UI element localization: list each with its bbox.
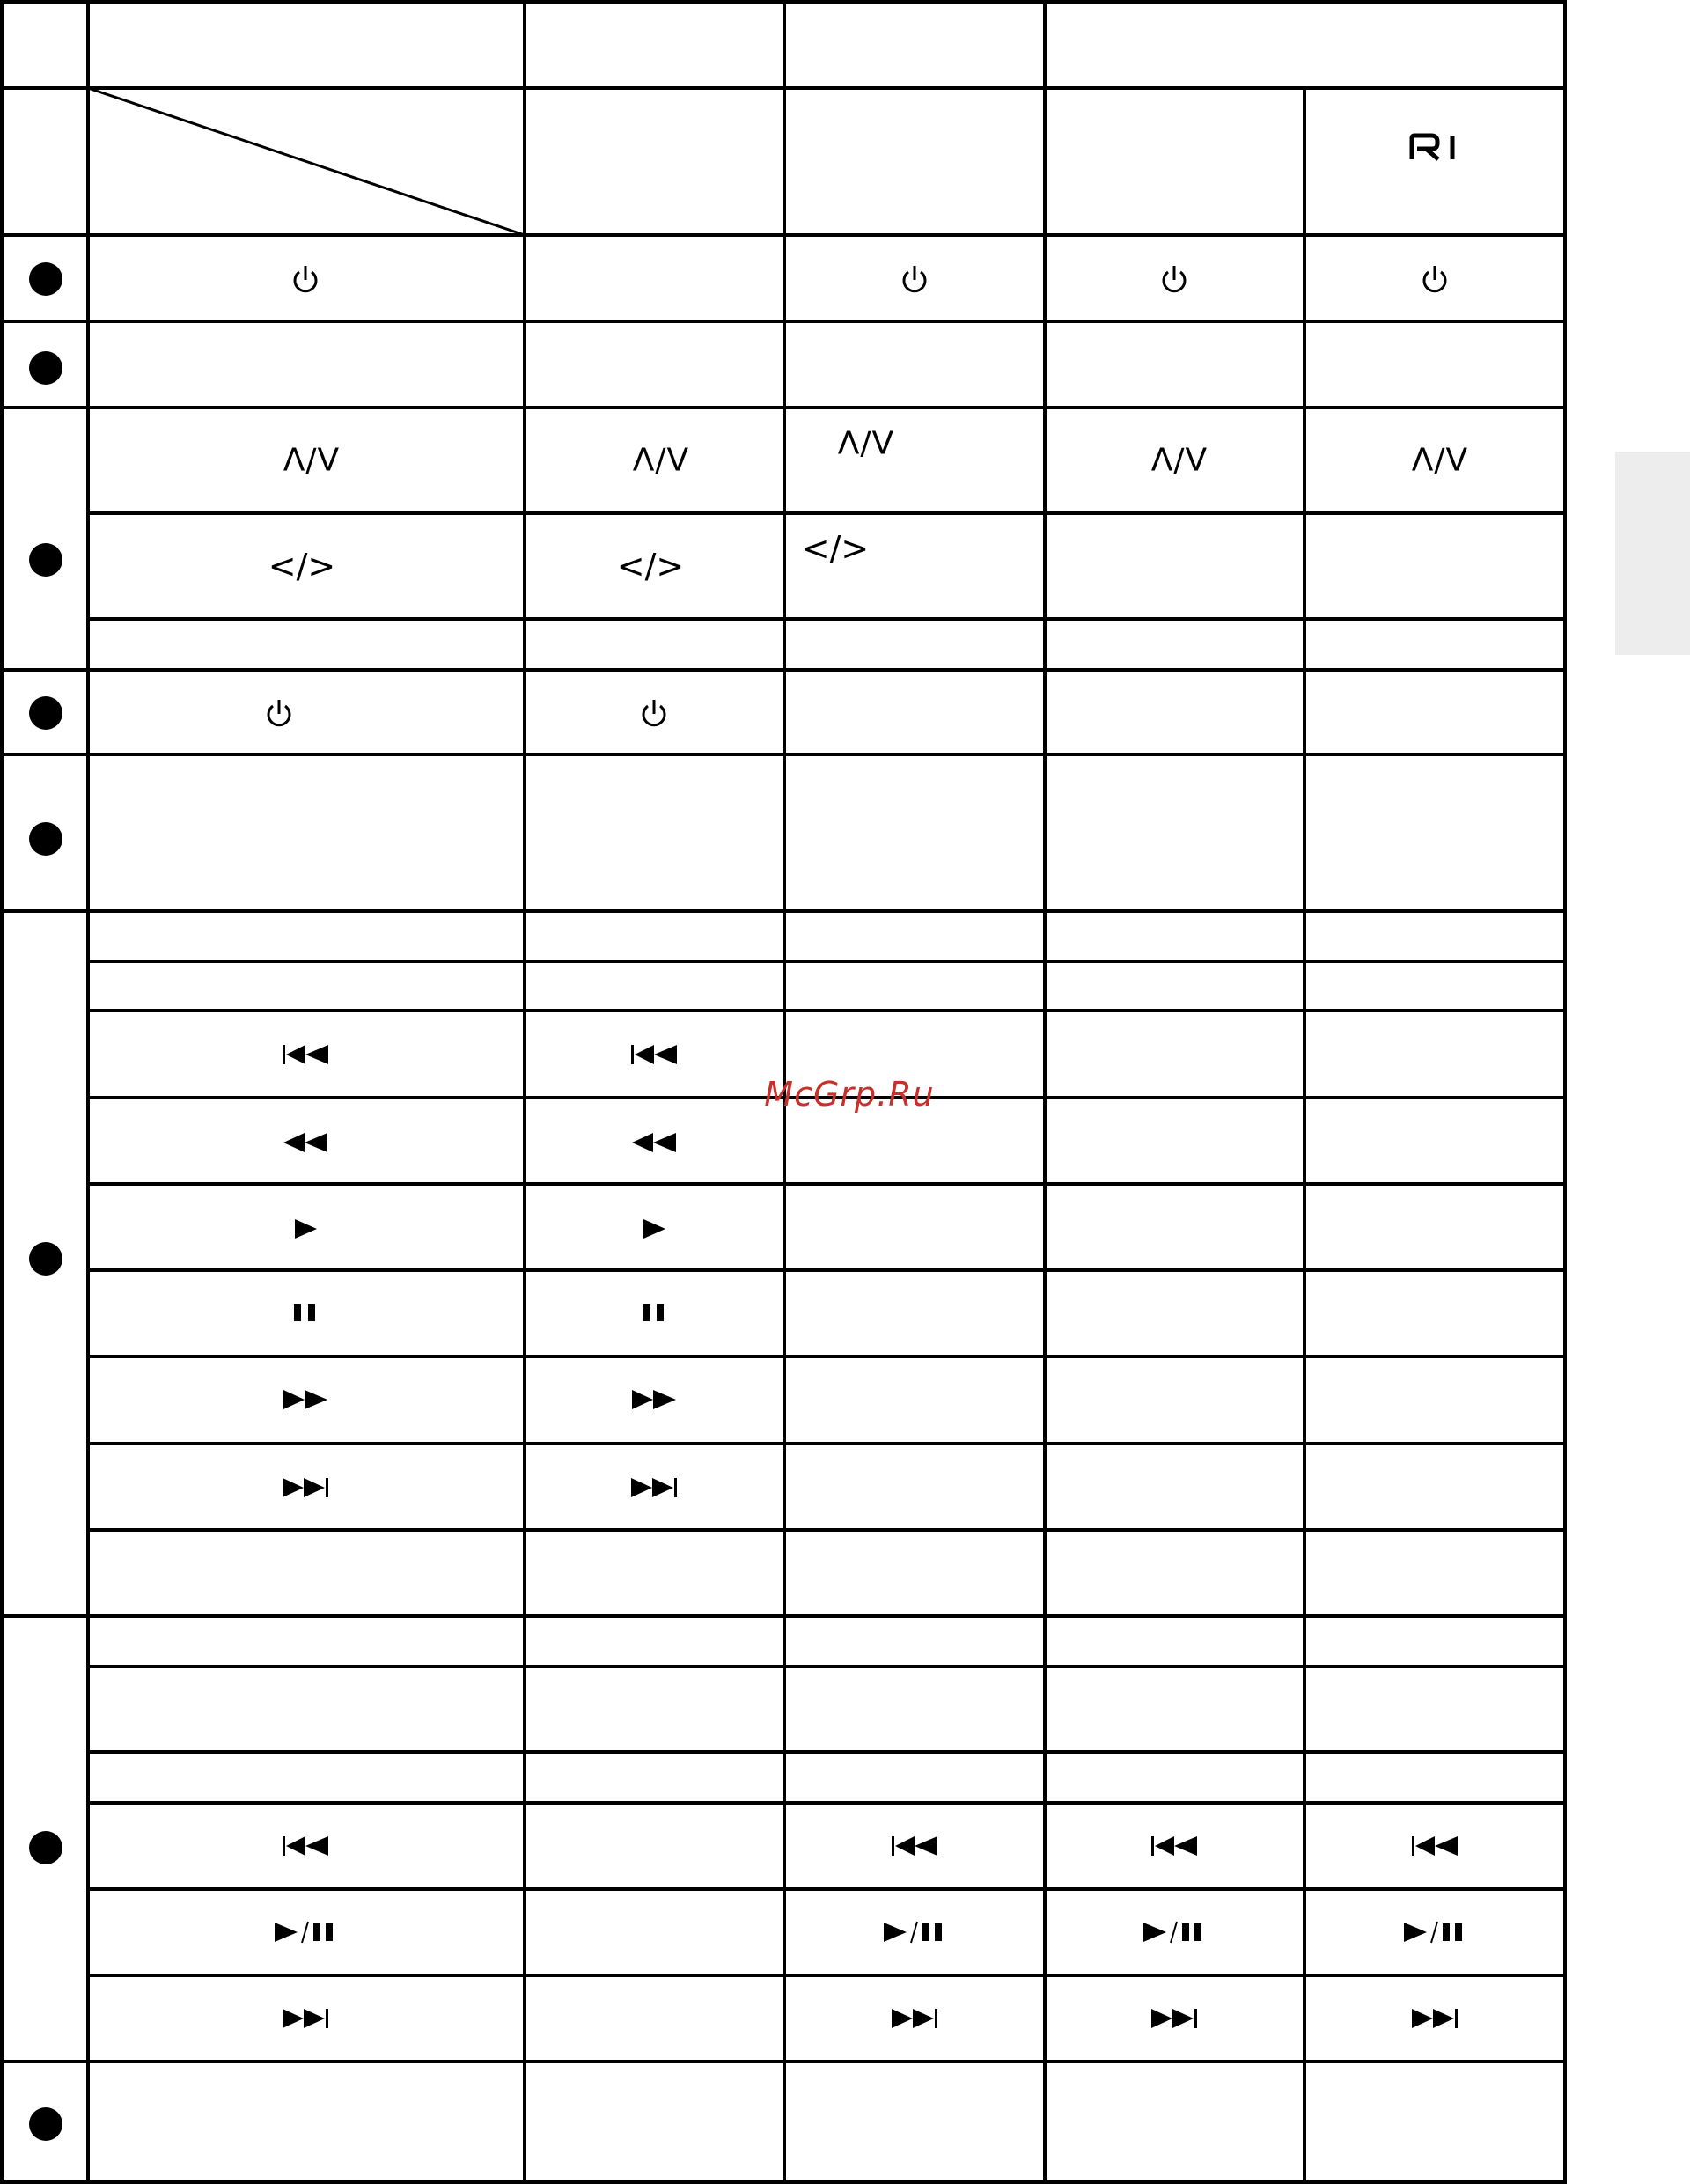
column-rule — [86, 0, 90, 2184]
row-rule — [86, 511, 1567, 515]
group-rule — [0, 233, 1567, 237]
power-icon — [264, 698, 294, 730]
skip-forward-icon-glyph — [890, 2007, 939, 2030]
skip-back-icon — [281, 1835, 330, 1857]
power-icon — [639, 698, 669, 730]
row-rule — [86, 1442, 1567, 1445]
skip-back-icon-glyph — [281, 1043, 330, 1066]
pause-icon-glyph — [640, 1301, 668, 1324]
row-rule — [86, 1801, 1567, 1805]
group-bullet — [29, 1831, 62, 1864]
group-bullet — [29, 262, 62, 296]
play-icon-glyph — [292, 1217, 319, 1240]
play-pause-icon — [882, 1920, 947, 1945]
play-pause-icon-glyph — [882, 1920, 947, 1945]
skip-forward-icon — [1150, 2007, 1199, 2030]
group-rule — [0, 753, 1567, 756]
row-rule — [86, 1887, 1567, 1891]
pause-icon-glyph — [291, 1301, 320, 1324]
up-down-arrows-icon: Λ/V — [837, 425, 895, 462]
skip-forward-icon — [1410, 2007, 1459, 2030]
skip-back-icon — [890, 1835, 939, 1857]
skip-forward-icon — [281, 2007, 330, 2030]
rewind-icon-glyph — [282, 1131, 329, 1154]
play-icon — [292, 1217, 319, 1240]
skip-back-icon-glyph — [890, 1835, 939, 1857]
left-right-arrows-icon: </> — [801, 529, 870, 568]
play-pause-icon — [273, 1920, 338, 1945]
group-rule — [0, 2060, 1567, 2063]
fast-forward-icon — [630, 1388, 678, 1411]
play-pause-icon — [1402, 1920, 1467, 1945]
group-rule — [0, 909, 1567, 913]
group-bullet — [29, 822, 62, 856]
skip-forward-icon — [629, 1476, 679, 1499]
play-pause-icon — [1142, 1920, 1207, 1945]
group-rule — [0, 1614, 1567, 1618]
skip-forward-icon-glyph — [629, 1476, 679, 1499]
power-icon-glyph — [264, 698, 294, 730]
group-rule — [0, 668, 1567, 672]
power-icon-glyph — [639, 698, 669, 730]
table-right-border — [1563, 0, 1567, 2184]
power-icon-glyph — [290, 264, 320, 296]
fast-forward-icon-glyph — [630, 1388, 678, 1411]
skip-back-icon-glyph — [281, 1835, 330, 1857]
group-bullet — [29, 543, 62, 577]
play-icon — [641, 1217, 667, 1240]
up-down-arrows-icon: Λ/V — [1150, 442, 1209, 479]
group-bullet — [29, 2107, 62, 2141]
row-rule — [86, 1974, 1567, 1977]
left-right-arrows-icon: </> — [268, 547, 336, 585]
power-icon — [1420, 264, 1450, 296]
column-rule — [1043, 0, 1047, 2184]
skip-back-icon — [1150, 1835, 1199, 1857]
pause-icon — [291, 1301, 320, 1324]
power-icon — [1159, 264, 1189, 296]
watermark-text: McGrp.Ru — [764, 1075, 935, 1114]
power-icon — [290, 264, 320, 296]
up-down-arrows-icon: Λ/V — [283, 442, 341, 479]
row-rule — [86, 1750, 1567, 1754]
group-bullet — [29, 351, 62, 385]
up-down-arrows-icon: Λ/V — [632, 442, 690, 479]
skip-back-icon — [1410, 1835, 1459, 1857]
row-rule — [86, 1182, 1567, 1186]
row-rule — [86, 617, 1567, 621]
pause-icon — [640, 1301, 668, 1324]
play-icon-glyph — [641, 1217, 667, 1240]
group-bullet — [29, 696, 62, 730]
rewind-icon — [282, 1131, 329, 1154]
column-rule — [1303, 86, 1306, 2184]
group-bullet — [29, 1242, 62, 1276]
play-pause-icon-glyph — [1402, 1920, 1467, 1945]
group-rule — [0, 86, 1567, 90]
table-left-border — [0, 0, 4, 2184]
fast-forward-icon — [282, 1388, 329, 1411]
up-down-arrows-icon: Λ/V — [1411, 442, 1469, 479]
ri-logo-mark — [1408, 133, 1461, 161]
column-rule — [523, 0, 526, 2184]
play-pause-icon-glyph — [1142, 1920, 1207, 1945]
row-rule — [86, 1009, 1567, 1012]
fast-forward-icon-glyph — [282, 1388, 329, 1411]
skip-back-icon — [629, 1043, 679, 1066]
skip-forward-icon-glyph — [281, 1476, 330, 1499]
row-rule — [86, 1528, 1567, 1532]
power-icon-glyph — [1159, 264, 1189, 296]
skip-forward-icon — [281, 1476, 330, 1499]
group-rule — [0, 406, 1567, 409]
row-rule — [86, 960, 1567, 963]
skip-forward-icon-glyph — [281, 2007, 330, 2030]
left-right-arrows-icon: </> — [616, 547, 685, 585]
row-rule — [86, 1355, 1567, 1358]
skip-back-icon-glyph — [1410, 1835, 1459, 1857]
skip-back-icon-glyph — [1150, 1835, 1199, 1857]
play-pause-icon-glyph — [273, 1920, 338, 1945]
skip-forward-icon-glyph — [1410, 2007, 1459, 2030]
power-icon — [900, 264, 930, 296]
skip-back-icon — [281, 1043, 330, 1066]
power-icon-glyph — [1420, 264, 1450, 296]
rewind-icon — [630, 1131, 678, 1154]
skip-forward-icon — [890, 2007, 939, 2030]
row-rule — [86, 1268, 1567, 1272]
skip-forward-icon-glyph — [1150, 2007, 1199, 2030]
row-rule — [86, 1665, 1567, 1668]
skip-back-icon-glyph — [629, 1043, 679, 1066]
power-icon-glyph — [900, 264, 930, 296]
rewind-icon-glyph — [630, 1131, 678, 1154]
group-rule — [0, 320, 1567, 323]
ri-logo — [1408, 133, 1461, 161]
